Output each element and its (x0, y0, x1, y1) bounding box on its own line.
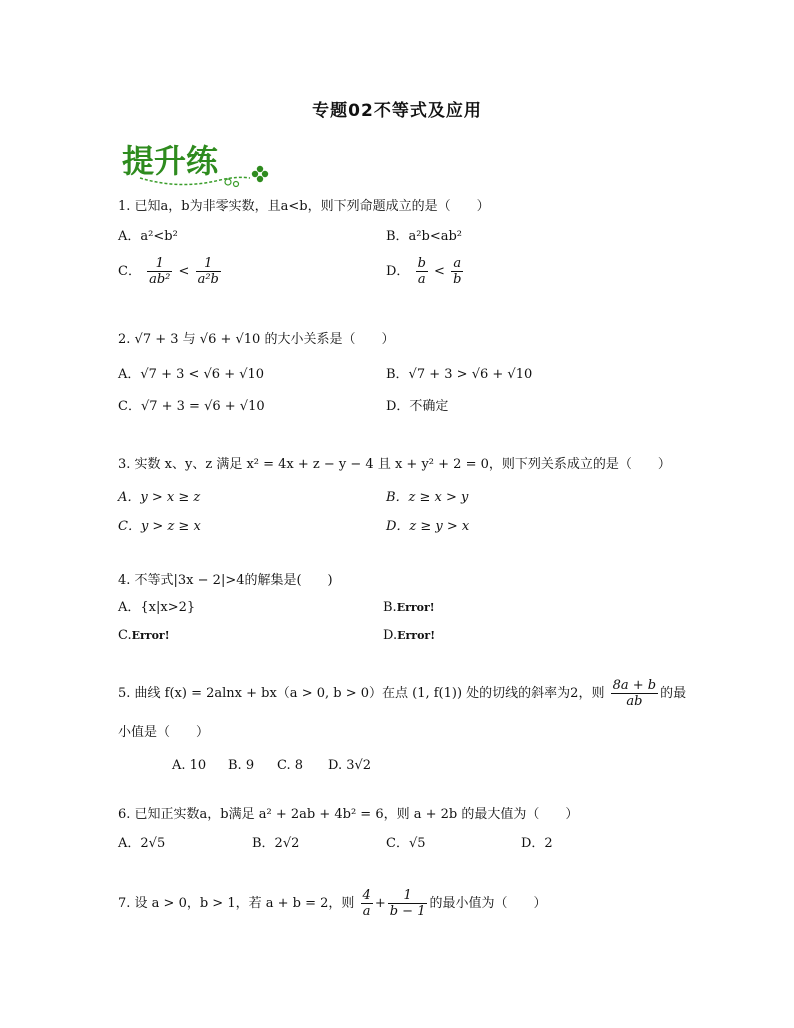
q3-option-b: B．z ≥ x > y (386, 490, 469, 505)
q3-option-d: D．z ≥ y > x (386, 519, 470, 534)
q4-option-d-label: D. (383, 628, 398, 643)
q3-option-c: C．y > z ≥ x (118, 519, 201, 534)
q4-option-c (118, 627, 170, 645)
q6-option-c: C．√5 (386, 836, 426, 851)
q7-stem-text: 7. 设 a > 0，b > 1，若 a + b = 2，则 (118, 896, 355, 911)
q1-c-fraction-2: $\frac{1}{\text{a²b}}$ (197, 256, 219, 287)
q1-option-c-label: C． (118, 264, 141, 279)
q5-option-a: A. 10 (172, 758, 207, 773)
q4-stem: 4. 不等式|3x − 2|>4的解集是( ) (118, 573, 333, 588)
q5-option-d: D. 3√2 (328, 758, 372, 773)
q2-stem-text: √7 + 3 与 √6 + √10 的大小关系是（ ） (134, 332, 395, 347)
q1-c-fraction-1: $\frac{1}{\text{ab²}}$ (149, 256, 171, 287)
q2-option-d: D．不确定 (386, 399, 449, 414)
q2-option-c: C．√7 + 3 = √6 + √10 (118, 399, 265, 414)
q6-stem: 6. 已知正实数a，b满足 a² + 2ab + 4b² = 6，则 a + 2b 的最大值为（ ） (118, 807, 579, 822)
q1-stem: 1. 已知a，b为非零实数，且a<b，则下列命题成立的是（ ） (118, 199, 490, 214)
q3-option-a: A．y > x ≥ z (118, 490, 201, 505)
q5-stem-tail: 的最 (660, 686, 687, 701)
section-logo-text: 提升练 (122, 142, 219, 180)
q7-stem-tail: 的最小值为（ ） (429, 896, 547, 911)
q1-option-a: A．a²<b² (118, 229, 178, 244)
q1-d-fraction-2: $\frac{a}{b}$ (453, 256, 462, 287)
q5-fraction: $\frac{8a + b}{ab}$ (612, 678, 657, 709)
q2-stem (118, 331, 394, 349)
q5-option-b: B. 9 (228, 758, 255, 773)
q6-option-a: A．2√5 (118, 836, 166, 851)
q4-option-b-label: B. (383, 600, 397, 615)
q1-option-d (386, 256, 465, 287)
section-logo (120, 138, 270, 194)
q1-c-relation: < (178, 264, 190, 279)
q5-stem-text: 5. 曲线 f(x) = 2alnx + bx（a > 0, b > 0）在点 (1, f(1)) 处的切线的斜率为2，则 (118, 686, 605, 701)
q2-option-b: B．√7 + 3 > √6 + √10 (386, 367, 533, 382)
q3-stem: 3. 实数 x、y、z 满足 x² = 4x + z − y − 4 且 x + y² + 2 = 0，则下列关系成立的是（ ） (118, 457, 671, 472)
q7-fraction-2: $\frac{1}{b - 1}$ (389, 888, 426, 919)
q1-option-b: B．a²b<ab² (386, 229, 463, 244)
q5-stem-line1 (118, 678, 686, 709)
q2-number: 2. (118, 332, 135, 347)
q4-option-b-error: Error! (396, 601, 435, 614)
q1-option-c (118, 256, 223, 287)
page-title: 专题02不等式及应用 (312, 101, 482, 121)
q4-option-a: A．{x|x>2} (118, 600, 196, 615)
section-logo-graphic (120, 138, 270, 190)
q4-option-d-error: Error! (397, 629, 436, 642)
q5-stem-line2: 小值是（ ） (118, 725, 210, 740)
q4-option-c-label: C. (118, 628, 132, 643)
q7-fraction-1: $\frac{4}{a}$ (362, 888, 371, 919)
q4-option-b (383, 599, 435, 617)
q6-option-b: B．2√2 (252, 836, 300, 851)
q4-option-c-error: Error! (131, 629, 170, 642)
q1-option-d-label: D． (386, 264, 410, 279)
q4-option-d (383, 627, 435, 645)
q5-option-c: C. 8 (277, 758, 304, 773)
q2-option-a: A．√7 + 3 < √6 + √10 (118, 367, 265, 382)
q1-d-fraction-1: $\frac{b}{a}$ (417, 256, 426, 287)
q7-plus: + (374, 896, 386, 911)
q7-stem (118, 888, 546, 919)
q1-d-relation: < (434, 264, 445, 279)
q6-option-d: D．2 (521, 836, 553, 851)
